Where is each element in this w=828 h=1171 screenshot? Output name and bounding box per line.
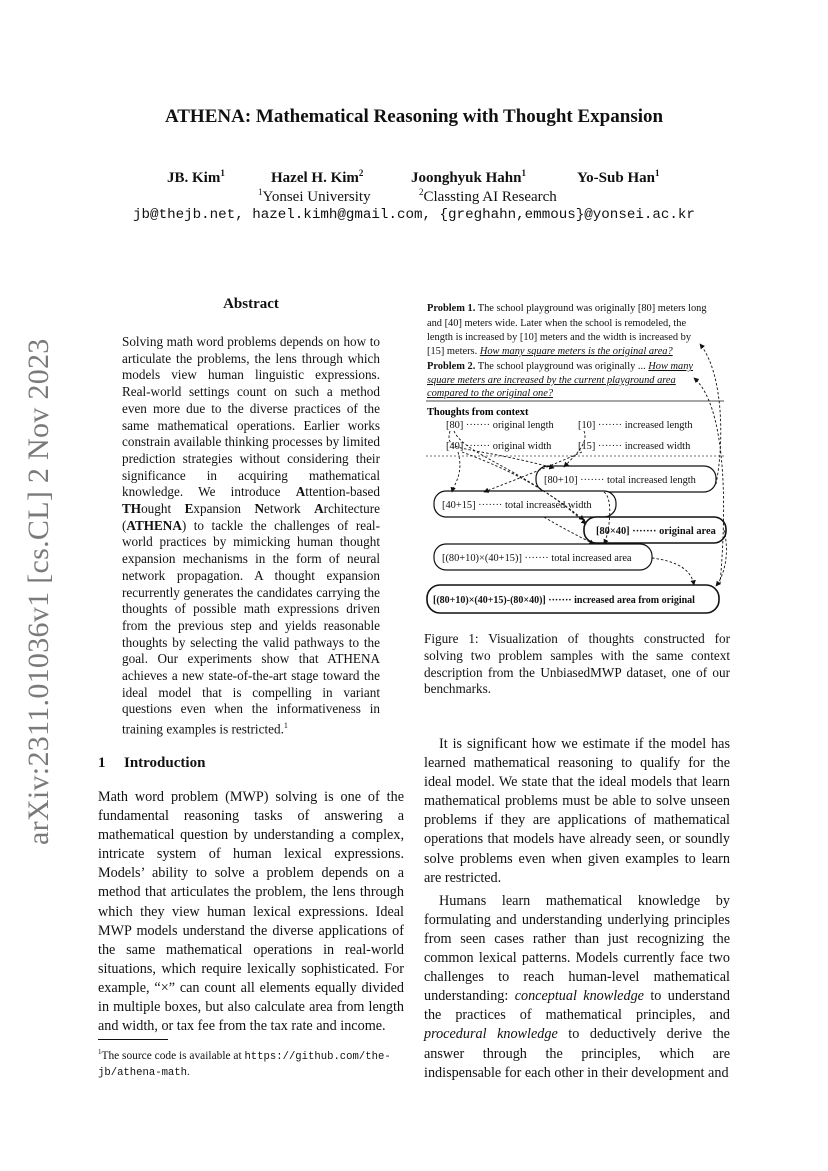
arrow-length-to-problem1 bbox=[700, 344, 721, 484]
author-4: Yo-Sub Han$^1$ bbox=[577, 168, 660, 186]
footnote-rule bbox=[98, 1039, 168, 1040]
problem2-line-1: Problem 2. The school playground was originally ... How many bbox=[427, 361, 694, 372]
figure-caption: Figure 1: Visualization of thoughts constructed for solving two problem samples with the same context description from the UnbiasedMWP dataset, one of our benchmarks. bbox=[424, 631, 730, 697]
footnote: $^1$The source code is available at https://github.com/the-jb/athena-math. bbox=[98, 1048, 391, 1080]
node-increased-area-from-original-label: [(80+10)×(40+15)-(80×40)] ······· increased area from original bbox=[433, 595, 695, 606]
problem1-line-2: and [40] meters wide. Later when the school is remodeled, the bbox=[427, 318, 687, 329]
abstract-heading: Abstract bbox=[223, 296, 279, 312]
figure-1 bbox=[424, 294, 730, 620]
thought-10: [10] ······· increased length bbox=[578, 420, 693, 431]
abstract-body: Solving math word problems depends on how to articulate the problems, the lens through which models view human linguistic expressions. Real-world settings count on such a method even more due to the diverse practices of the same mathematical operations. Earlier works constrain available thinking processes by limited prediction strategies without considering their significance in acquiring mathematical knowledge. We introduce Attention-based THought Expansion Network Architecture (ATHENA) to tackle the challenges of real-world practices by mimicking human thought expansion mechanisms in the form of neural network propagation. A thought expansion recurrently generates the candidates carrying the thoughts of possible math expressions driven from the previous step and yields reasonable thoughts by selecting the valid pathways to the goal. Our experiments show that ATHENA achieves a new state-of-the-art stage toward the ideal model that is compelling in variant questions even when the informativeness in training examples is restricted.$^1$ bbox=[122, 334, 381, 737]
affiliation-1: $^1$Yonsei University bbox=[258, 187, 371, 205]
node-total-increased-length-label: [80+10] ······· total increased length bbox=[544, 475, 696, 486]
problem1-line-3: length is increased by [10] meters and the width is increased by bbox=[427, 332, 692, 343]
node-total-increased-width-label: [40+15] ······· total increased width bbox=[442, 500, 592, 511]
problem1-line-4: [15] meters. How many square meters is the original area? bbox=[427, 346, 673, 357]
intro-paragraph: Math word problem (MWP) solving is one of the fundamental reasoning tasks of answering a mathematical question by understanding a complex, intricate system of human lexical expressions. Models’ ability to solve a problem depends on a method that articulates the problem, the lens through which they view human lexical expressions. Ideal MWP models understand the diverse applications of the same mathematical operations in real-world situations, which require lexically sophisticated. For example, “×” can count all elements equally divided in multiple boxes, but also calculate area from length and width, or tax fee from the tax rate and income. bbox=[98, 789, 404, 1035]
problem1-line-1: Problem 1. The school playground was originally [80] meters long bbox=[427, 303, 707, 314]
arrow-40-to-width bbox=[452, 452, 460, 492]
node-original-area-label: [80×40] ······· original area bbox=[596, 526, 716, 537]
thought-diagram bbox=[424, 294, 730, 620]
paragraph-ideal-model: It is significant how we estimate if the model has learned mathematical reasoning to qualify for the ideal model. We state that the ideal models that learn mathematical problems must be able to solve unseen problems if they are applications of mathematical operations that models have already seen, or soundly solve problems even when given examples to learn are restricted. bbox=[424, 736, 730, 886]
author-2: Hazel H. Kim$^2$ bbox=[271, 168, 364, 186]
right-column-body bbox=[424, 735, 730, 1083]
section-heading-introduction: 1 Introduction bbox=[98, 755, 206, 771]
paragraph-human-learning: Humans learn mathematical knowledge by formulating and understanding underlying principles from seen cases rather than just recognizing the common lexical patterns. Models currently face two challenges to reach human-level mathematical understanding: conceptual knowledge to understand the practices of mathematical principles, and procedural knowledge to deductively derive the answer through the principles, which are indispensable for each other in their development and bbox=[424, 892, 730, 1081]
footnote-link[interactable]: https://github.com/the-jb/athena-math bbox=[98, 1050, 391, 1080]
arrow-total-area-to-final bbox=[652, 558, 694, 585]
paper-title: ATHENA: Mathematical Reasoning with Thought Expansion bbox=[164, 106, 664, 127]
problem2-line-2: square meters are increased by the current playground area bbox=[427, 375, 676, 386]
thought-40: [40] ······· original width bbox=[446, 441, 552, 452]
affiliation-2: $^2$Classting AI Research bbox=[419, 187, 557, 205]
author-1: JB. Kim$^1$ bbox=[167, 168, 225, 186]
problem2-line-3: compared to the original one? bbox=[427, 388, 554, 399]
thought-15: [15] ······· increased width bbox=[578, 441, 691, 452]
author-emails: jb@thejb.net, hazel.kimh@gmail.com, {greghahn,emmous}@yonsei.ac.kr bbox=[133, 207, 695, 223]
thought-80: [80] ······· original length bbox=[446, 420, 554, 431]
arxiv-stamp: arXiv:2311.01036v1 [cs.CL] 2 Nov 2023 bbox=[22, 338, 55, 845]
author-3: Joonghyuk Hahn$^1$ bbox=[411, 168, 526, 186]
footnote-marker: 1 bbox=[283, 721, 288, 731]
thoughts-heading: Thoughts from context bbox=[427, 407, 529, 418]
node-total-increased-area-label: [(80+10)×(40+15)] ······· total increased area bbox=[442, 553, 632, 564]
